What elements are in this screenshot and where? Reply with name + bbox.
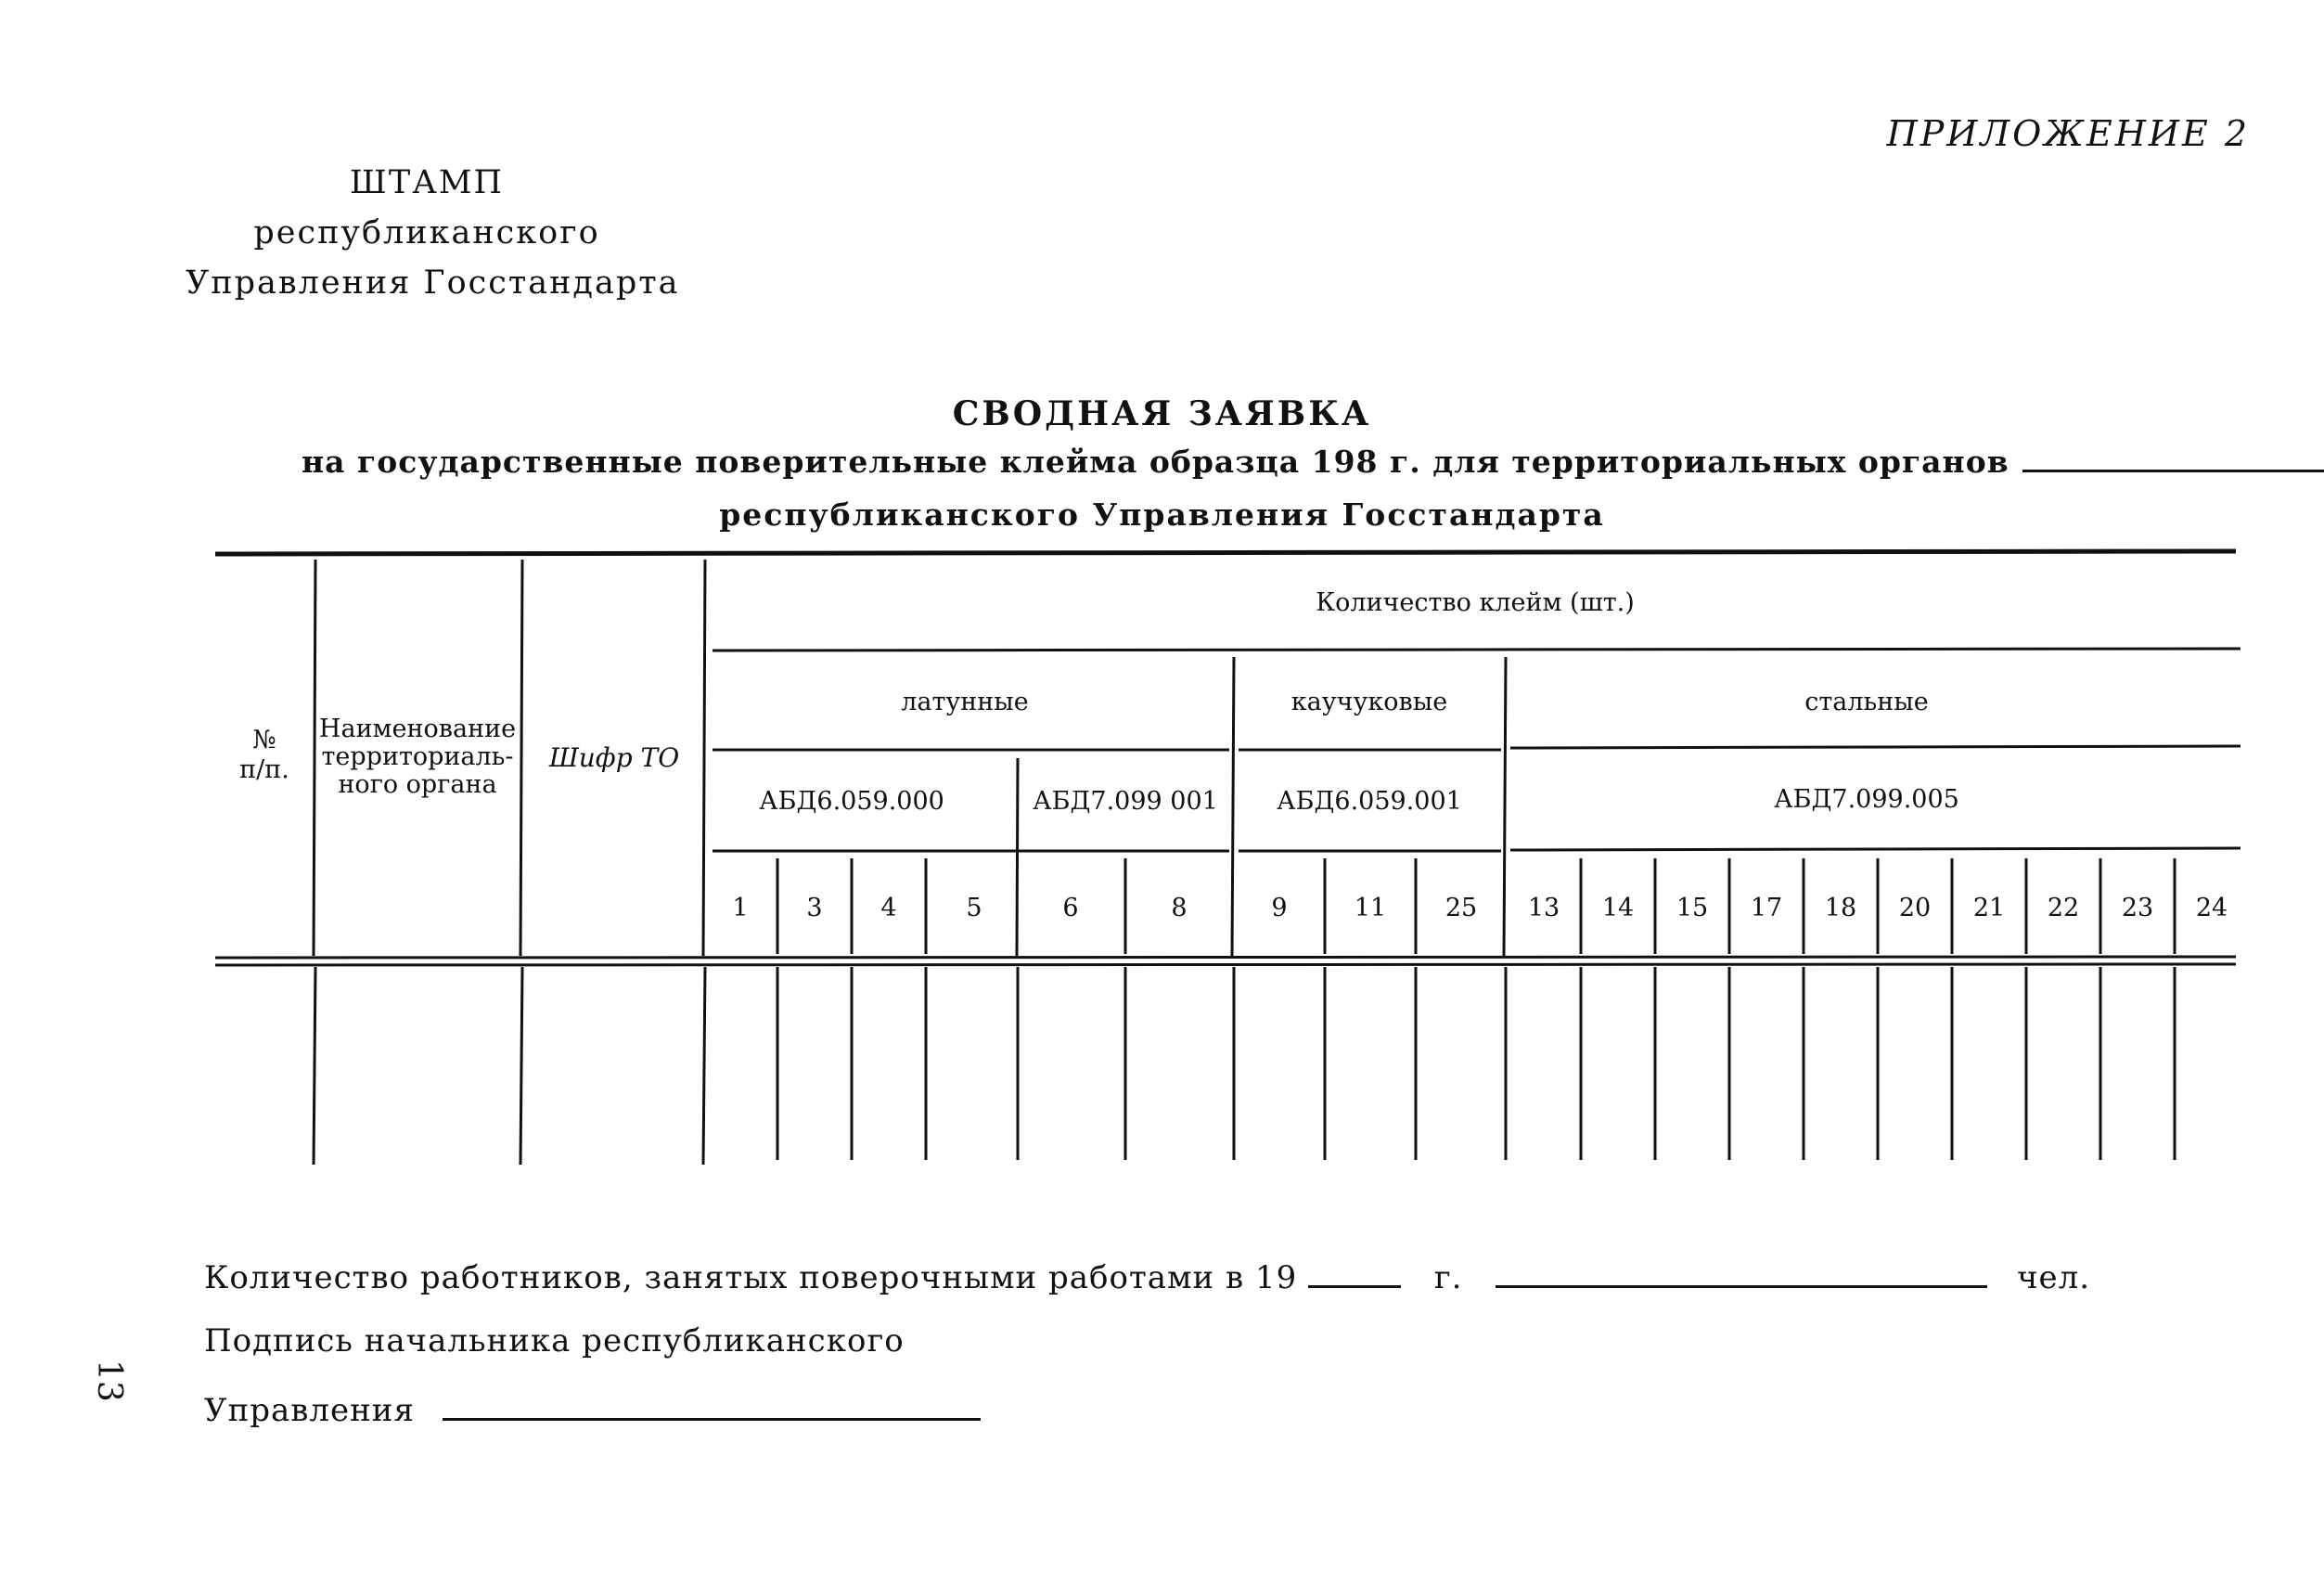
col-divider-2-body [520,967,522,1165]
size-cell: 17 [1750,894,1783,922]
size-cell: 9 [1271,894,1288,922]
size-cell: 3 [806,894,823,922]
appendix-label: ПРИЛОЖЕНИЕ 2 [1886,113,2250,154]
col-number-line-2: п/п. [239,755,289,784]
size-cell: 18 [1824,894,1857,922]
col-divider-3 [703,560,705,956]
group-rubber: каучуковые [1290,688,1448,716]
year-suffix: г. [1433,1259,1463,1296]
col-cipher: Шифр ТО [548,742,680,773]
size-cell: 15 [1676,894,1709,922]
group-divider-2 [1504,657,1506,956]
document-title: СВОДНАЯ ЗАЯВКА [952,394,1372,433]
size-cell: 1 [732,894,749,922]
page-number: 13 [90,1359,128,1402]
size-cell: 14 [1601,894,1635,922]
size-cell: 13 [1527,894,1560,922]
size-cell: 24 [2195,894,2228,922]
subtitle-line-2: республиканского Управления Госстандарта [719,496,1605,533]
signature-blank [443,1390,981,1421]
header-double-rule-top [215,957,2236,958]
group-brass: латунные [901,688,1029,716]
workers-count-line [204,1257,2090,1296]
size-cell: 6 [1062,894,1079,922]
code-3: АБД6.059.001 [1277,787,1462,816]
quantity-header-rule [713,649,2241,651]
stamp-line-2: республиканского [253,214,600,251]
col-name-line-1: Наименование [318,715,517,743]
size-cell: 11 [1354,894,1387,922]
size-cell: 23 [2121,894,2154,922]
workers-unit: чел. [2017,1259,2091,1296]
size-cell: 21 [1972,894,2006,922]
col-number-line-1: № [252,726,276,754]
size-cell: 5 [966,894,982,922]
col-name-line-3: ного органа [338,770,497,799]
workers-prefix: Количество работников, занятых поверочными работами в 19 [204,1259,1298,1296]
group-rule-steel [1510,746,2241,748]
code-2: АБД7.099 001 [1033,787,1218,816]
quantity-header: Количество клейм (шт.) [1316,588,1635,617]
code-1: АБД6.059.000 [759,787,944,816]
col-divider-3-body [703,967,705,1165]
stamp-line-1: ШТАМП [349,164,505,201]
size-cell: 25 [1444,894,1478,922]
col-name-line-2: территориаль- [321,742,514,771]
code-rule-steel [1510,848,2241,850]
group-divider-1 [1232,657,1234,956]
code-4: АБД7.099.005 [1774,785,1959,814]
signature-line-1: Подпись начальника республиканского [204,1322,905,1359]
size-cell: 4 [880,894,897,922]
size-cell: 8 [1171,894,1188,922]
group-steel: стальные [1804,688,1929,716]
year-blank [1308,1257,1401,1288]
col-divider-1 [314,560,315,956]
signature-line-2 [204,1390,981,1429]
size-cell: 22 [2047,894,2080,922]
header-double-rule-bottom [215,964,2236,965]
size-cell: 20 [1898,894,1932,922]
workers-count-blank [1496,1257,1987,1288]
signature-label: Управления [204,1392,415,1429]
table-top-rule [215,551,2236,554]
col-divider-2 [520,560,522,956]
subtitle-text-1: на государственные поверительные клейма образца 198 г. для территориальных органов [302,444,2009,480]
stamp-line-3: Управления Госстандарта [186,264,680,302]
code-divider [1017,758,1018,956]
col-divider-1-body [314,967,315,1165]
